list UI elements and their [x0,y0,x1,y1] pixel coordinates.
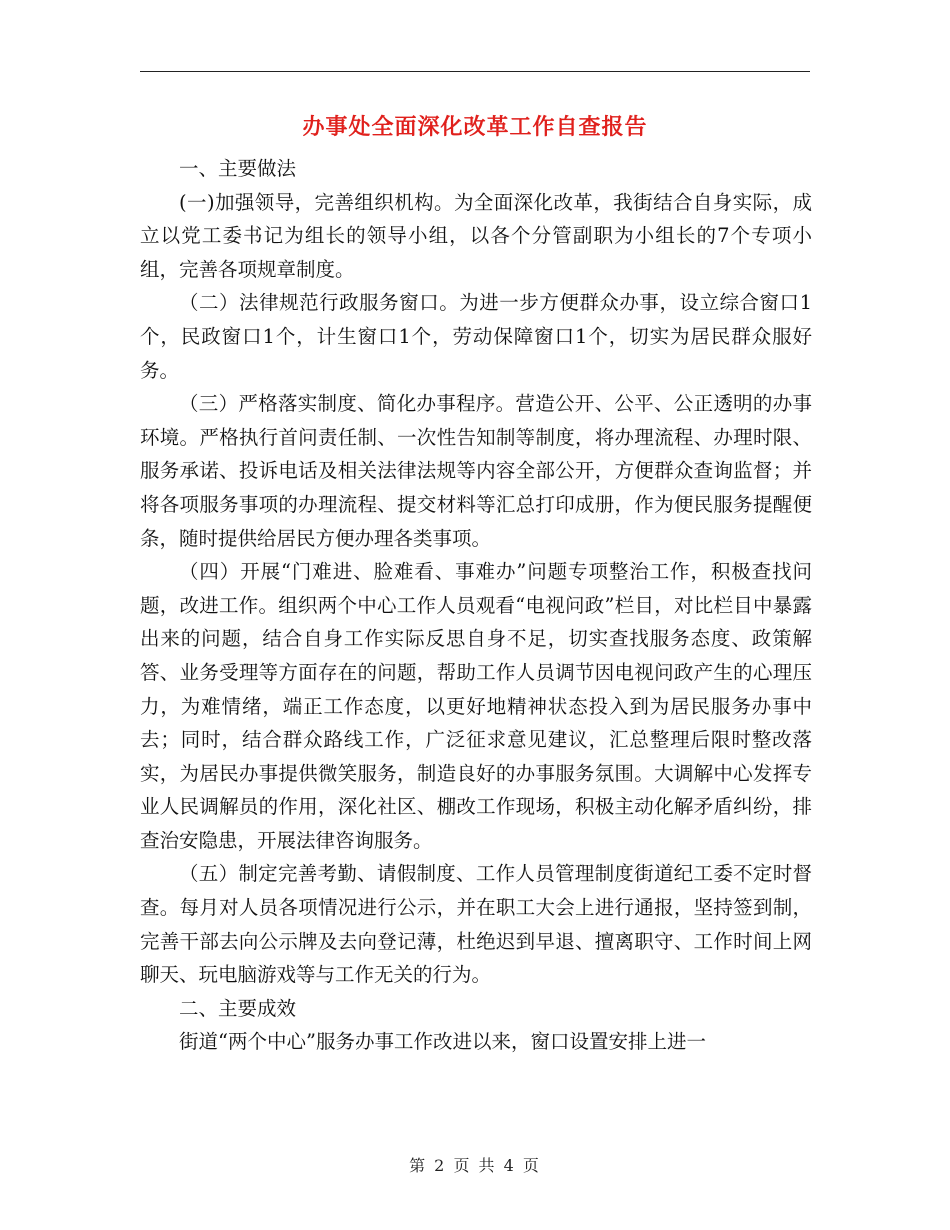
section-heading-2: 二、主要成效 [179,996,297,1020]
paragraph-2: （二）法律规范行政服务窗口。为进一步方便群众办事，设立综合窗口1个，民政窗口1个，计生窗口1个，劳动保障窗口1个，切实为居民群众服好务。 [140,291,812,382]
document-body [140,152,812,1059]
paragraph-3: （三）严格落实制度、简化办事程序。营造公开、公平、公正透明的办事环境。严格执行首问责任制、一次性告知制等制度，将办理流程、办理时限、服务承诺、投诉电话及相关法律法规等内容全部公开，方便群众查询监督；并将各项服务事项的办理流程、提交材料等汇总打印成册，作为便民服务提醒便条，随时提供给居民方便办理各类事项。 [140,392,812,550]
page-footer: 第 2 页 共 4 页 [409,1156,541,1175]
document-title: 办事处全面深化改革工作自查报告 [302,114,648,140]
section-heading-1: 一、主要做法 [179,157,297,180]
header-rule [140,71,810,72]
paragraph-1: (一)加强领导，完善组织机构。为全面深化改革，我街结合自身实际，成立以党工委书记为组长的领导小组，以各个分管副职为小组长的7个专项小组，完善各项规章制度。 [140,190,812,281]
paragraph-5: （五）制定完善考勤、请假制度、工作人员管理制度街道纪工委不定时督查。每月对人员各项情况进行公示，并在职工大会上进行通报，坚持签到制，完善干部去向公示牌及去向登记薄，杜绝迟到早退、擅离职守、工作时间上网聊天、玩电脑游戏等与工作无关的行为。 [140,862,812,987]
paragraph-6: 街道“两个中心”服务办事工作改进以来，窗口设置安排上进一 [179,1030,706,1054]
paragraph-4: （四）开展“门难进、脸难看、事难办”问题专项整治工作，积极查找问题，改进工作。组织两个中心工作人员观看“电视问政”栏目，对比栏目中暴露出来的问题，结合自身工作实际反思自身不足，切实查找服务态度、政策解答、业务受理等方面存在的问题，帮助工作人员调节因电视问政产生的心理压力，为难情绪，端正工作态度，以更好地精神状态投入到为居民服务办事中去；同时，结合群众路线工作，广泛征求意见建议，汇总整理后限时整改落实，为居民办事提供微笑服务，制造良好的办事服务氛围。大调解中心发挥专业人民调解员的作用，深化社区、棚改工作现场，积极主动化解矛盾纠纷，排查治安隐患，开展法律咨询服务。 [140,560,812,852]
